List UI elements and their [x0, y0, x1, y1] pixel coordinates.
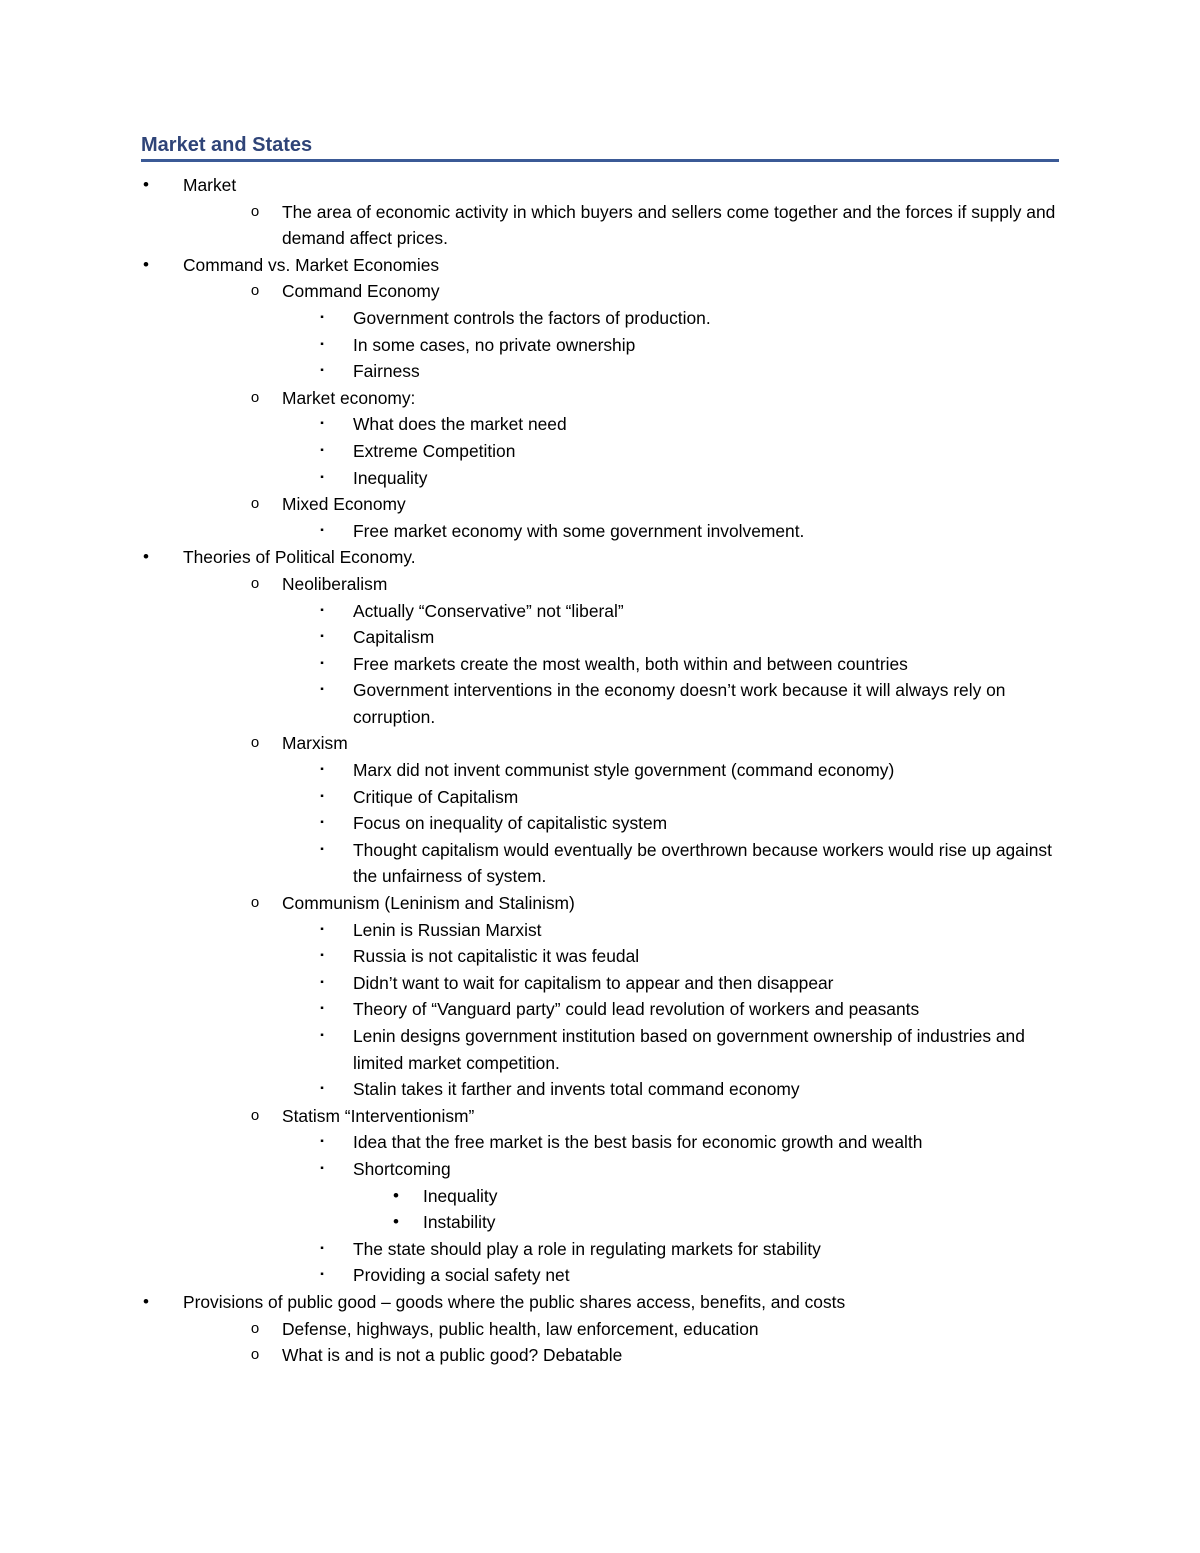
outline-item-text: Market	[183, 175, 237, 195]
bullet-glyph: •	[393, 1212, 399, 1232]
outline-item-level-2	[0, 677, 1200, 730]
bullet-glyph: ▪	[320, 1030, 324, 1041]
outline-item-level-1	[0, 1316, 1200, 1343]
outline-item-text: Government interventions in the economy doesn’t work because it will always rely on corruption.	[353, 680, 1006, 727]
outline-item-text: Idea that the free market is the best basis for economic growth and wealth	[353, 1132, 923, 1153]
outline-item-text: Inequality	[353, 467, 428, 488]
page-title: Market and States	[141, 134, 313, 156]
outline-item-level-3	[0, 1209, 1200, 1236]
outline-item-level-2	[0, 784, 1200, 811]
outline-item-text: Critique of Capitalism	[353, 786, 519, 807]
outline-item-text: Provisions of public good – goods where the public shares access, benefits, and costs	[183, 1291, 846, 1312]
outline-item-level-1	[0, 1103, 1200, 1130]
outline-item-level-1	[0, 278, 1200, 305]
bullet-glyph: ▪	[320, 444, 324, 456]
bullet-glyph: •	[143, 175, 149, 194]
outline-item-level-1	[0, 199, 1200, 252]
bullet-glyph: ▪	[320, 604, 324, 616]
outline-item-text: Russia is not capitalistic it was feudal	[353, 946, 640, 967]
outline-item-text: Stalin takes it farther and invents total command economy	[353, 1079, 800, 1100]
outline-item-text: What is and is not a public good? Debatable	[282, 1345, 623, 1366]
outline-item-text: Didn’t want to wait for capitalism to appear and then disappear	[353, 972, 834, 993]
outline-item-text: Shortcoming	[353, 1158, 451, 1179]
bullet-glyph: ▪	[320, 365, 324, 377]
bullet-glyph: ▪	[320, 923, 324, 935]
outline-item-level-2	[0, 1236, 1200, 1263]
bullet-glyph: o	[250, 1346, 260, 1364]
bullet-glyph: o	[250, 202, 260, 220]
bullet-glyph: o	[250, 388, 260, 406]
outline-item-level-2	[0, 837, 1200, 890]
bullet-glyph: o	[250, 734, 260, 752]
outline-item-text: What does the market need	[353, 414, 567, 435]
outline-item-text: The area of economic activity in which buyers and sellers come together and the forces if supply and demand affect prices.	[282, 201, 1056, 249]
outline-item-text: Fairness	[353, 361, 420, 382]
outline-item-text: Command vs. Market Economies	[183, 254, 440, 275]
bullet-glyph: ▪	[320, 311, 324, 323]
bullet-glyph: ▪	[320, 790, 324, 802]
outline-item-level-2	[0, 1023, 1200, 1076]
outline-item-level-0	[0, 252, 1200, 279]
outline-item-text: Extreme Competition	[353, 440, 516, 461]
outline-item-text: Marx did not invent communist style government (command economy)	[353, 760, 895, 781]
outline-item-level-2	[0, 358, 1200, 385]
outline-item-text: Theories of Political Economy.	[183, 547, 416, 568]
bullet-glyph: ▪	[320, 471, 324, 483]
outline-item-text: In some cases, no private ownership	[353, 334, 636, 355]
bullet-glyph: ▪	[320, 764, 324, 776]
outline-item-text: Mixed Economy	[282, 494, 406, 515]
outline-item-text: The state should play a role in regulating markets for stability	[353, 1238, 821, 1259]
bullet-glyph: ▪	[320, 1136, 324, 1148]
outline-item-text: Defense, highways, public health, law enforcement, education	[282, 1318, 759, 1339]
outline-item-level-0	[0, 544, 1200, 571]
bullet-glyph: o	[250, 282, 260, 300]
outline-item-text: Communism (Leninism and Stalinism)	[282, 893, 575, 914]
outline-item-level-2	[0, 943, 1200, 970]
outline-item-level-2	[0, 810, 1200, 837]
outline-item-text: Free market economy with some government involvement.	[353, 520, 805, 541]
bullet-glyph: o	[250, 894, 260, 912]
outline-item-text: Providing a social safety net	[353, 1265, 570, 1286]
outline-item-level-3	[0, 1183, 1200, 1210]
bullet-glyph: ▪	[320, 631, 324, 643]
bullet-glyph: ▪	[320, 1083, 324, 1095]
bullet-glyph: ▪	[320, 524, 324, 536]
outline-item-text: Thought capitalism would eventually be overthrown because workers would rise up against the unfairness of system.	[353, 839, 1052, 887]
outline-item-level-2	[0, 1129, 1200, 1156]
bullet-glyph: ▪	[320, 843, 324, 855]
outline-item-text: Inequality	[423, 1185, 498, 1206]
outline-item-level-2	[0, 411, 1200, 438]
bullet-glyph: •	[143, 1291, 149, 1311]
outline-item-level-2	[0, 970, 1200, 997]
outline-item-level-2	[0, 917, 1200, 944]
bullet-glyph: ▪	[320, 684, 324, 696]
bullet-glyph: o	[250, 574, 260, 592]
bullet-glyph: •	[143, 547, 149, 567]
bullet-glyph: ▪	[320, 418, 324, 430]
outline-item-level-2	[0, 598, 1200, 625]
outline-item-text: Statism “Interventionism”	[282, 1105, 475, 1126]
bullet-glyph: ▪	[320, 950, 324, 962]
outline-item-level-1	[0, 730, 1200, 757]
bullet-glyph: ▪	[320, 1242, 324, 1254]
outline-item-text: Command Economy	[282, 281, 440, 302]
outline-item-level-2	[0, 305, 1200, 332]
outline-item-level-1	[0, 1342, 1200, 1369]
outline-item-level-2	[0, 518, 1200, 545]
bullet-glyph: ▪	[320, 817, 324, 829]
outline-item-text: Market economy:	[282, 387, 416, 408]
outline-item-text: Lenin is Russian Marxist	[353, 919, 542, 940]
bullet-glyph: •	[143, 254, 149, 274]
outline-list	[0, 172, 1200, 1369]
outline-item-text: Focus on inequality of capitalistic system	[353, 813, 668, 834]
outline-item-level-2	[0, 332, 1200, 359]
outline-item-level-2	[0, 1076, 1200, 1103]
outline-item-level-0	[0, 172, 1200, 199]
outline-item-level-2	[0, 651, 1200, 678]
title-underline	[141, 159, 1059, 162]
outline-item-text: Lenin designs government institution based on government ownership of industries and limited market competition.	[353, 1026, 1025, 1073]
outline-item-level-2	[0, 465, 1200, 492]
outline-item-level-2	[0, 1156, 1200, 1183]
outline-item-level-1	[0, 491, 1200, 518]
bullet-glyph: o	[250, 495, 260, 513]
outline-item-level-0	[0, 1289, 1200, 1316]
bullet-glyph: ▪	[320, 657, 324, 669]
outline-item-text: Government controls the factors of production.	[353, 307, 711, 328]
outline-item-level-2	[0, 1262, 1200, 1289]
bullet-glyph: ▪	[320, 1162, 324, 1174]
outline-item-level-2	[0, 438, 1200, 465]
bullet-glyph: ▪	[320, 1003, 324, 1015]
outline-item-level-1	[0, 571, 1200, 598]
outline-item-text: Instability	[423, 1212, 496, 1233]
outline-item-text: Theory of “Vanguard party” could lead revolution of workers and peasants	[353, 999, 920, 1020]
outline-item-text: Free markets create the most wealth, both within and between countries	[353, 653, 908, 674]
bullet-glyph: o	[250, 1319, 260, 1337]
outline-item-text: Neoliberalism	[282, 573, 388, 594]
outline-item-text: Capitalism	[353, 627, 435, 648]
outline-item-text: Actually “Conservative” not “liberal”	[353, 600, 624, 621]
outline-item-text: Marxism	[282, 733, 348, 754]
outline-item-level-2	[0, 624, 1200, 651]
bullet-glyph: •	[393, 1185, 399, 1205]
bullet-glyph: ▪	[320, 338, 324, 350]
outline-item-level-2	[0, 757, 1200, 784]
bullet-glyph: o	[250, 1106, 260, 1124]
outline-item-level-2	[0, 996, 1200, 1023]
bullet-glyph: ▪	[320, 976, 324, 988]
outline-item-level-1	[0, 385, 1200, 412]
outline-item-level-1	[0, 890, 1200, 917]
bullet-glyph: ▪	[320, 1269, 324, 1281]
